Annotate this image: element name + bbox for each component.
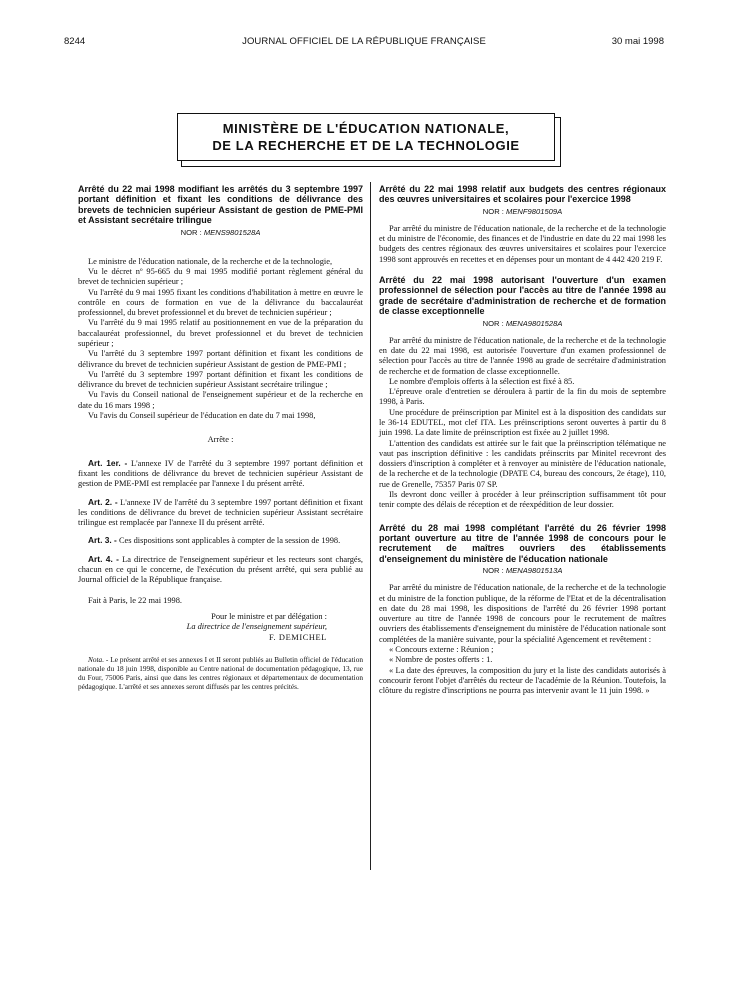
issue-date: 30 mai 1998 — [611, 36, 664, 47]
nor-label: NOR : — [482, 566, 504, 576]
decree-title: Arrêté du 22 mai 1998 modifiant les arrêtés du 3 septembre 1997 portant définition et fixant les conditions de délivrance des brevets de technicien supérieur Assistant de gestion de PME-PMI et Assistant secrétaire trilingue — [78, 184, 363, 226]
arrete-heading: Arrête : — [207, 435, 234, 445]
nor-code: MENA9801513A — [505, 566, 563, 576]
nor-code: MENS9801528A — [203, 227, 261, 237]
nor-reference — [78, 228, 363, 237]
ministry-banner-box — [177, 113, 555, 161]
decree-paragraph: Par arrêté du ministre de l'éducation nationale, de la recherche et de la technologie et du ministre de la fonction publique, de la réforme de l'Etat et de la décentralisation en date du 28 mai 1998, les dispositions de l'arrêté du 26 février 1998 portant ouverture au titre de l'année 1998 de concours pour le recrutement de maîtres ouvriers des établissements d'enseignement du ministère de l'éducation nationale sont complétées de la manière suivante, pour la spécialité Agencement et revêtement : — [379, 583, 666, 644]
decree-title: Arrêté du 22 mai 1998 autorisant l'ouverture d'un examen professionnel de sélection pour l'accès au titre de l'année 1998 au grade de secrétaire d'administration de recherche et de formation de classe exceptionnelle — [379, 275, 666, 317]
article-text: La directrice de l'enseignement supérieur et les recteurs sont chargés, chacun en ce qui le concerne, de l'exécution du présent arrêté, qui sera publié au Journal officiel de la République française. — [78, 554, 363, 585]
nor-reference — [379, 319, 666, 328]
decree-title: Arrêté du 22 mai 1998 relatif aux budgets des centres régionaux des œuvres universitaires et scolaires pour l'exercice 1998 — [379, 184, 666, 205]
decree-paragraph: Le nombre d'emplois offerts à la sélection est fixé à 85. — [389, 376, 575, 386]
signatory-name: F. DEMICHEL — [268, 632, 327, 642]
article — [78, 535, 363, 546]
signature-role: La directrice de l'enseignement supérieur, — [186, 622, 327, 632]
page-number: 8244 — [64, 36, 86, 47]
nor-label: NOR : — [482, 318, 504, 328]
ministry-name-line1: MINISTÈRE DE L'ÉDUCATION NATIONALE, — [222, 121, 510, 136]
page-header — [64, 36, 664, 50]
right-column — [379, 184, 666, 697]
nota-note — [78, 655, 363, 692]
nor-code: MENF9801509A — [506, 206, 563, 216]
article-label: Art. 3. - — [88, 535, 117, 546]
article-label: Art. 2. - — [88, 496, 118, 507]
left-column — [78, 184, 363, 699]
signing-place-date: Fait à Paris, le 22 mai 1998. — [88, 595, 182, 605]
preamble-paragraph: Le ministre de l'éducation nationale, de la recherche et de la technologie, — [88, 256, 333, 266]
nor-label: NOR : — [482, 206, 504, 216]
decree-paragraph: Par arrêté du ministre de l'éducation nationale, de la recherche et de la technologie en date du 22 mai 1998, est autorisée l'ouverture d'un examen professionnel de sélection pour l'accès au titre de l'année 1998 au grade de secrétaire d'administration de recherche et de formation de classe exceptionnelle. — [379, 335, 666, 376]
nota-text: Le présent arrêté et ses annexes I et II seront publiés au Bulletin officiel de l'éducation nationale du 18 juin 1998, disponible au Centre national de documentation pédagogique, 13, rue du Four, 75006 Paris, ainsi que dans les centres régionaux et départementaux de documentation pédagogique. L'arrêté et ses annexes seront diffusés par les centres précités. — [78, 654, 363, 692]
decree-paragraph: L'épreuve orale d'entretien se déroulera à partir de la fin du mois de septembre 1998, à Paris. — [379, 387, 666, 407]
article-text: L'annexe IV de l'arrêté du 3 septembre 1997 portant définition et fixant les conditions de délivrance du brevet de technicien supérieur Assistant de gestion de PME-PMI est remplacée par l'annexe I du présent arrêté. — [78, 458, 364, 489]
decree-paragraph: « Concours externe : Réunion ; — [389, 645, 494, 655]
article-label: Art. 4. - — [88, 553, 119, 564]
decree-paragraph: Ils devront donc veiller à procéder à leur préinscription suffisamment tôt pour tenir compte des délais de réception et de réexpédition de leur dossier. — [379, 490, 666, 510]
ministry-name-line2: DE LA RECHERCHE ET DE LA TECHNOLOGIE — [212, 138, 520, 153]
decree-paragraph: Une procédure de préinscription par Minitel est à la disposition des candidats sur le 36-14 EDUTEL, mot clef ITA. Les préinscriptions seront ouvertes à partir du 8 juin 1998. La date limite de préinscription est fixée au 2 juillet 1998. — [379, 407, 666, 438]
decree-paragraph: L'attention des candidats est attirée sur le fait que la préinscription télématique ne vaut pas inscription définitive : les candidats préinscrits par Minitel recevront des dossiers d'inscription à compléter et à renvoyer au ministère de l'éducation nationale, de la recherche et de la technologie (DPATE C4, bureau des concours, 2e étage), 110, rue de Grenelle, 75357 Paris 07 SP. — [379, 438, 666, 489]
article — [78, 554, 363, 586]
preamble-paragraph: Vu l'arrêté du 9 mai 1995 relatif au positionnement en vue de la préparation du baccalauréat professionnel, du brevet professionnel et du brevet de technicien supérieur ; — [78, 318, 363, 348]
signature-delegation: Pour le ministre et par délégation : — [211, 611, 327, 621]
nota-label: Nota. - — [88, 654, 109, 664]
nor-label: NOR : — [180, 227, 202, 237]
preamble-paragraph: Vu l'arrêté du 9 mai 1995 fixant les conditions d'habilitation à mettre en œuvre le contrôle en cours de formation en vue de la délivrance du baccalauréat professionnel, du brevet professionnel et du brevet de technicien supérieur ; — [78, 287, 363, 318]
article-text: Ces dispositions sont applicables à compter de la session de 1998. — [118, 536, 341, 546]
preamble-paragraph: Vu l'avis du Conseil national de l'enseignement supérieur et de la recherche en date du 16 mars 1998 ; — [78, 390, 363, 410]
column-divider — [370, 182, 371, 870]
nor-reference — [379, 207, 666, 216]
journal-title: JOURNAL OFFICIEL DE LA RÉPUBLIQUE FRANÇAISE — [242, 36, 486, 47]
article-label: Art. 1er. - — [88, 457, 128, 468]
preamble-paragraph: Vu l'arrêté du 3 septembre 1997 portant définition et fixant les conditions de délivrance du brevet de technicien supérieur Assistant secrétaire trilingue ; — [78, 369, 363, 390]
decree-paragraph: Par arrêté du ministre de l'éducation nationale, de la recherche et de la technologie et du ministre de l'économie, des finances et de l'industrie en date du 22 mai 1998 les budgets des centres régionaux des œuvres universitaires et scolaires pour l'exercice 1998 sont approuvés en recettes et en dépenses pour un montant de 4 442 420 219 F. — [379, 223, 666, 264]
nor-code: MENA9801528A — [505, 318, 563, 328]
decree-paragraph: « La date des épreuves, la composition du jury et la liste des candidats autorisés à concourir feront l'objet d'arrêtés du recteur de l'académie de la Réunion. Toutefois, la clôture du registre d'inscriptions ne pourra pas intervenir avant le 11 juin 1998. » — [379, 665, 666, 696]
article — [78, 497, 363, 529]
article — [78, 458, 363, 490]
nor-reference — [379, 566, 666, 575]
preamble-paragraph: Vu l'avis du Conseil supérieur de l'éducation en date du 7 mai 1998, — [88, 411, 316, 421]
article-text: L'annexe IV de l'arrêté du 3 septembre 1997 portant définition et fixant les conditions de délivrance du brevet de technicien supérieur Assistant secrétaire trilingue est remplacée par l'annexe II du présent arrêté. — [78, 497, 363, 528]
preamble-paragraph: Vu l'arrêté du 3 septembre 1997 portant définition et fixant les conditions de délivrance du brevet de technicien supérieur Assistant de gestion de PME-PMI ; — [78, 349, 363, 369]
decree-title: Arrêté du 28 mai 1998 complétant l'arrêté du 26 février 1998 portant ouverture au titre de l'année 1998 de concours pour le recrutement de maîtres ouvriers des établissements d'enseignement du ministère de l'éducation nationale — [379, 522, 666, 564]
preamble-paragraph: Vu le décret nº 95-665 du 9 mai 1995 modifié portant règlement général du brevet de technicien supérieur ; — [78, 266, 363, 287]
decree-paragraph: « Nombre de postes offerts : 1. — [389, 655, 493, 665]
ministry-banner — [181, 117, 561, 167]
